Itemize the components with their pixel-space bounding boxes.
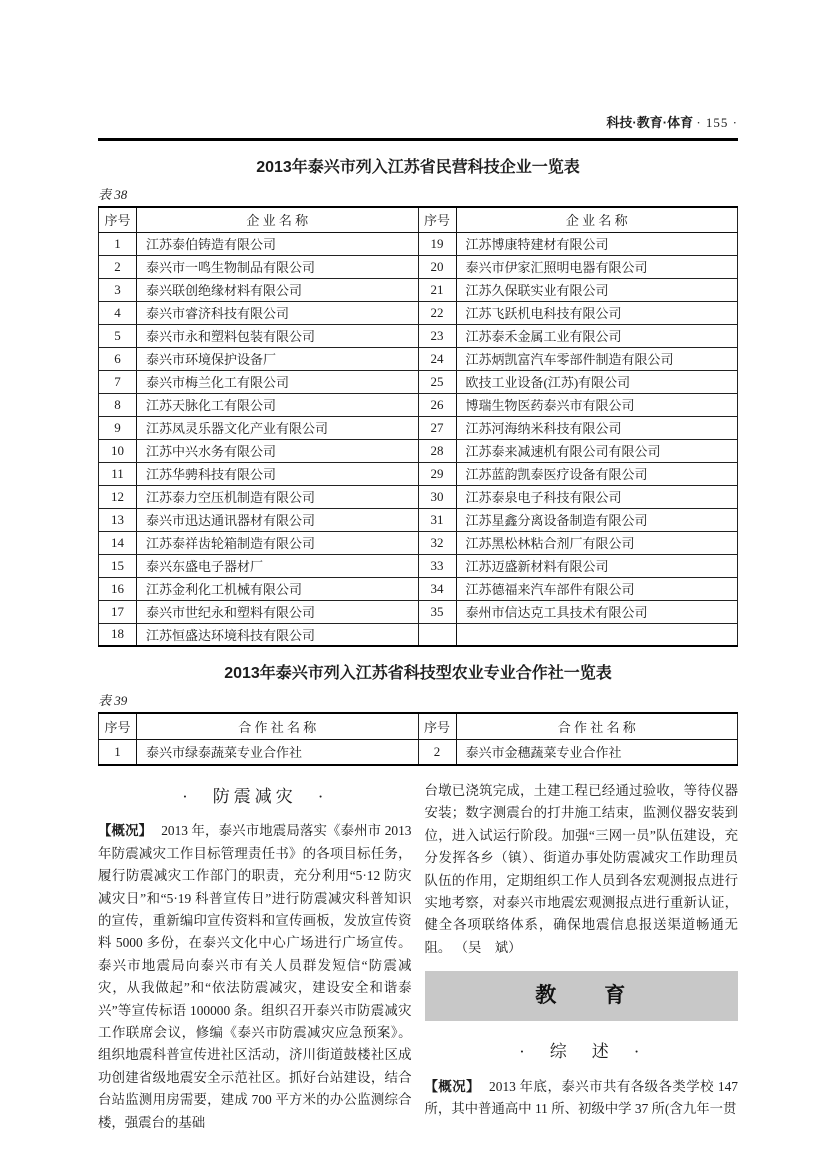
company-name-cell: 泰兴市梅兰化工有限公司 — [137, 370, 419, 393]
table-row — [99, 324, 738, 347]
company-name-cell: 泰兴市迅达通讯器材有限公司 — [137, 508, 419, 531]
row-number-cell: 2 — [99, 255, 137, 278]
row-number-cell: 8 — [99, 393, 137, 416]
table38-body — [99, 232, 738, 646]
row-number-cell: 15 — [99, 554, 137, 577]
table-row — [99, 416, 738, 439]
company-name-cell: 泰兴市绿泰蔬菜专业合作社 — [137, 739, 419, 765]
company-name-cell: 泰兴市一鸣生物制品有限公司 — [137, 255, 419, 278]
overview-label: 【概况】 — [98, 823, 153, 839]
row-number-cell: 1 — [99, 232, 137, 255]
table38-label: 表 38 — [98, 187, 128, 202]
table-row — [99, 370, 738, 393]
company-name-cell: 江苏泰祥齿轮箱制造有限公司 — [137, 531, 419, 554]
table-row — [99, 232, 738, 255]
company-name-cell: 博瑞生物医药泰兴市有限公司 — [456, 393, 738, 416]
header-rule — [98, 138, 738, 141]
company-name-cell: 江苏泰来减速机有限公司有限公司 — [456, 439, 738, 462]
row-number-cell: 13 — [99, 508, 137, 531]
row-number-cell: 28 — [418, 439, 456, 462]
table-row — [99, 600, 738, 623]
company-name-cell: 泰兴市伊家汇照明电器有限公司 — [456, 255, 738, 278]
table39-title: 2013年泰兴市列入江苏省科技型农业专业合作社一览表 — [224, 665, 612, 682]
company-name-cell: 江苏泰泉电子科技有限公司 — [456, 485, 738, 508]
company-name-cell: 江苏博康特建材有限公司 — [456, 232, 738, 255]
table-row — [99, 554, 738, 577]
overview-label: 【概况】 — [424, 1078, 481, 1094]
row-number-cell: 19 — [418, 232, 456, 255]
row-number-cell: 7 — [99, 370, 137, 393]
company-name-cell: 江苏德福来汽车部件有限公司 — [456, 577, 738, 600]
company-name-cell: 江苏恒盛达环境科技有限公司 — [137, 623, 419, 646]
row-number-cell: 4 — [99, 301, 137, 324]
column-header-name: 合 作 社 名 称 — [137, 713, 419, 739]
company-name-cell: 江苏迈盛新材料有限公司 — [456, 554, 738, 577]
row-number-cell: 16 — [99, 577, 137, 600]
company-name-cell: 欧技工业设备(江苏)有限公司 — [456, 370, 738, 393]
row-number-cell: 3 — [99, 278, 137, 301]
table-row — [99, 577, 738, 600]
header-row — [99, 713, 738, 739]
column-header-name: 企 业 名 称 — [456, 207, 738, 232]
earthquake-text-right: 台墩已浇筑完成，土建工程已经通过验收，等待仪器安装；数字测震台的打井施工结束，监测仪器安装到位，进入试运行阶段。加强“三网一员”队伍建设，充分发挥各乡（镇）、街道办事处防震减灾工作助理员队伍的作用，定期组织工作人员到各宏观测报点进行实地考察，对泰兴市地震宏观测报点进行重新认证，健全各项联络体系，确保地震信息报送渠道畅通无阻。 — [424, 783, 738, 955]
row-number-cell: 14 — [99, 531, 137, 554]
company-name-cell: 泰兴市金穗蔬菜专业合作社 — [456, 739, 738, 765]
earthquake-paragraph-right — [425, 780, 739, 959]
header-page-number: · 155 · — [696, 115, 738, 130]
row-number-cell: 34 — [418, 577, 456, 600]
row-number-cell: 25 — [418, 370, 456, 393]
cooperative-table-head — [99, 713, 738, 739]
column-header-name: 企 业 名 称 — [137, 207, 419, 232]
company-name-cell: 江苏星鑫分离设备制造有限公司 — [456, 508, 738, 531]
company-name-cell: 泰兴联创绝缘材料有限公司 — [137, 278, 419, 301]
page-content — [98, 0, 738, 1134]
table-row — [99, 739, 738, 765]
column-header-name: 合 作 社 名 称 — [456, 713, 738, 739]
row-number-cell: 33 — [418, 554, 456, 577]
company-name-cell: 江苏炳凯富汽车零部件制造有限公司 — [456, 347, 738, 370]
table-row — [99, 623, 738, 646]
overview-section-heading: · 综 述 · — [519, 1042, 644, 1062]
row-number-cell: 1 — [99, 739, 137, 765]
company-name-cell — [456, 623, 738, 646]
education-paragraph — [425, 1076, 739, 1121]
company-name-cell: 泰兴市永和塑料包装有限公司 — [137, 324, 419, 347]
company-name-cell: 江苏凤灵乐器文化产业有限公司 — [137, 416, 419, 439]
row-number-cell: 2 — [418, 739, 456, 765]
two-column-text — [98, 780, 738, 1134]
row-number-cell: 20 — [418, 255, 456, 278]
column-header-number: 序号 — [418, 207, 456, 232]
company-name-cell: 江苏飞跃机电科技有限公司 — [456, 301, 738, 324]
table39-label: 表 39 — [98, 693, 128, 708]
company-name-cell: 泰兴市世纪永和塑料有限公司 — [137, 600, 419, 623]
company-name-cell: 江苏金利化工机械有限公司 — [137, 577, 419, 600]
row-number-cell: 31 — [418, 508, 456, 531]
row-number-cell: 29 — [418, 462, 456, 485]
running-header — [98, 112, 738, 131]
row-number-cell: 30 — [418, 485, 456, 508]
table38-title: 2013年泰兴市列入江苏省民营科技企业一览表 — [256, 159, 580, 176]
enterprise-table-head — [99, 207, 738, 232]
company-name-cell: 江苏河海纳米科技有限公司 — [456, 416, 738, 439]
company-name-cell: 泰州市信达克工具技术有限公司 — [456, 600, 738, 623]
earthquake-text-left: 2013 年，泰兴市地震局落实《泰州市 2013 年防震减灾工作目标管理责任书》的各项目标任务，履行防震减灾工作部门的职责，充分利用“5·12 防灾减灾日”和“5·19 科普宣传日”进行防震减灾科普知识的宣传，重新编印宣传资料和宣传画板，发放宣传资料 5000 多份，在泰兴文化中心广场进行广场宣传。泰兴市地震局向泰兴市有关人员群发短信“防震减灾，从我做起”和“依法防震减灾，建设安全和谐泰兴”等宣传标语 100000 条。组织召开泰兴市防震减灾工作联席会议，修编《泰兴市防震减灾应急预案》。组织地震科普宣传进社区活动，济川街道鼓楼社区成功创建省级地震安全示范社区。抓好台站建设，结合台站监测用房需要，建成 700 平方米的办公监测综合楼，强震台的基础 — [98, 823, 412, 1130]
left-column — [98, 780, 412, 1134]
company-name-cell: 江苏中兴水务有限公司 — [137, 439, 419, 462]
cooperative-table — [98, 712, 738, 766]
row-number-cell: 17 — [99, 600, 137, 623]
table-row — [99, 347, 738, 370]
header-row — [99, 207, 738, 232]
row-number-cell: 32 — [418, 531, 456, 554]
earthquake-paragraph-left — [98, 820, 412, 1134]
company-name-cell: 江苏华骋科技有限公司 — [137, 462, 419, 485]
row-number-cell: 21 — [418, 278, 456, 301]
table-row — [99, 439, 738, 462]
table-row — [99, 462, 738, 485]
row-number-cell: 6 — [99, 347, 137, 370]
row-number-cell: 23 — [418, 324, 456, 347]
company-name-cell: 江苏泰禾金属工业有限公司 — [456, 324, 738, 347]
education-chapter-banner: 教 育 — [425, 971, 739, 1021]
table-row — [99, 531, 738, 554]
education-text: 2013 年底，泰兴市共有各级各类学校 147 所，其中普通高中 11 所、初级中学 37 所(含九年一贯 — [424, 1078, 739, 1117]
table39-body — [99, 739, 738, 765]
company-name-cell: 江苏蓝韵凯泰医疗设备有限公司 — [456, 462, 738, 485]
row-number-cell: 9 — [99, 416, 137, 439]
row-number-cell: 26 — [418, 393, 456, 416]
row-number-cell — [418, 623, 456, 646]
company-name-cell: 江苏天脉化工有限公司 — [137, 393, 419, 416]
row-number-cell: 12 — [99, 485, 137, 508]
column-header-number: 序号 — [99, 207, 137, 232]
company-name-cell: 江苏久保联实业有限公司 — [456, 278, 738, 301]
table-row — [99, 301, 738, 324]
row-number-cell: 5 — [99, 324, 137, 347]
right-column — [425, 780, 739, 1134]
header-section-title: 科技·教育·体育 — [606, 115, 694, 130]
company-name-cell: 江苏泰力空压机制造有限公司 — [137, 485, 419, 508]
table-row — [99, 508, 738, 531]
table-row — [99, 278, 738, 301]
company-name-cell: 泰兴东盛电子器材厂 — [137, 554, 419, 577]
author-signature: （吴 斌） — [461, 939, 522, 955]
company-name-cell: 泰兴市睿济科技有限公司 — [137, 301, 419, 324]
column-header-number: 序号 — [418, 713, 456, 739]
row-number-cell: 10 — [99, 439, 137, 462]
table-row — [99, 255, 738, 278]
row-number-cell: 35 — [418, 600, 456, 623]
row-number-cell: 24 — [418, 347, 456, 370]
row-number-cell: 11 — [99, 462, 137, 485]
column-header-number: 序号 — [99, 713, 137, 739]
row-number-cell: 18 — [99, 623, 137, 646]
company-name-cell: 江苏泰伯铸造有限公司 — [137, 232, 419, 255]
row-number-cell: 22 — [418, 301, 456, 324]
earthquake-section-heading: · 防震减灾 · — [182, 787, 328, 806]
table-row — [99, 485, 738, 508]
company-name-cell: 泰兴市环境保护设备厂 — [137, 347, 419, 370]
enterprise-table — [98, 206, 738, 647]
company-name-cell: 江苏黑松林粘合剂厂有限公司 — [456, 531, 738, 554]
row-number-cell: 27 — [418, 416, 456, 439]
table-row — [99, 393, 738, 416]
